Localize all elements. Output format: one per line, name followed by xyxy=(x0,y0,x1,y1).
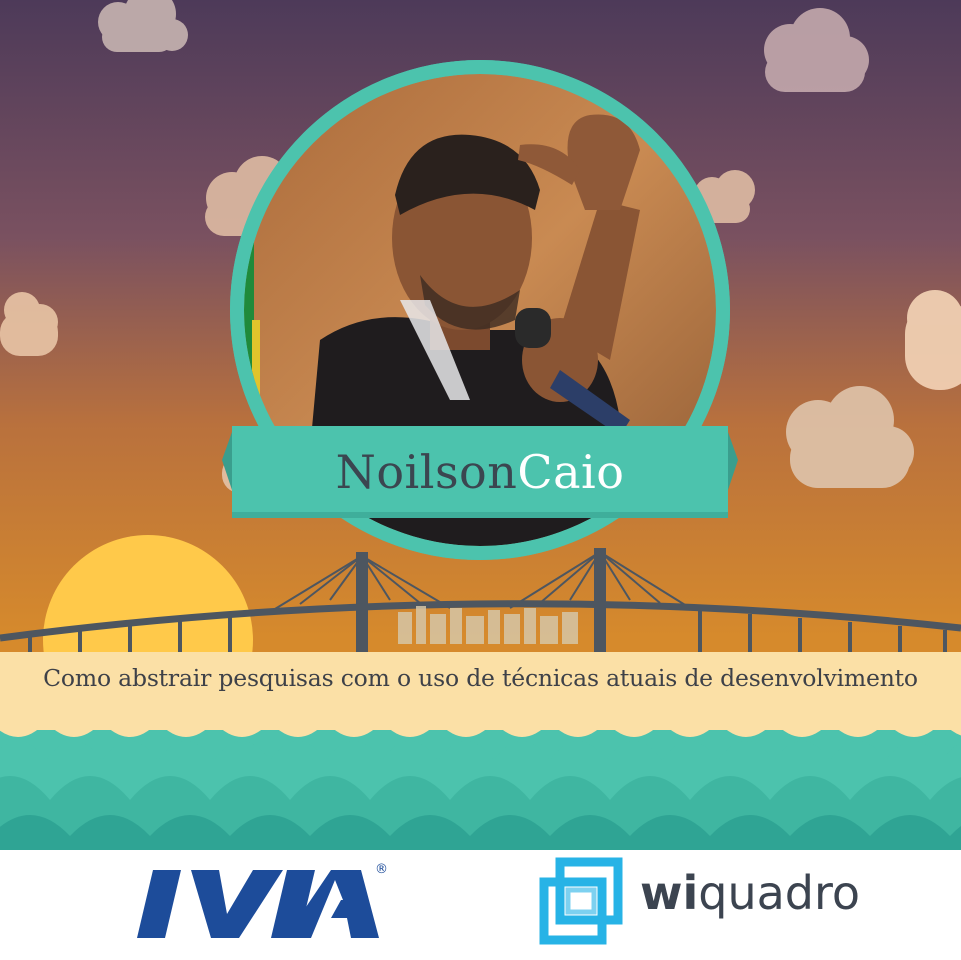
cloud-icon xyxy=(98,0,188,52)
speaker-name xyxy=(232,427,728,517)
speaker-first-name: Noilson xyxy=(335,445,518,499)
wiquadro-icon xyxy=(538,856,626,946)
wiquadro-wordmark xyxy=(640,866,860,920)
speaker-last-name: Caio xyxy=(517,445,625,499)
cloud-icon xyxy=(905,290,961,390)
waves xyxy=(0,710,961,850)
ivia-logo xyxy=(135,866,395,942)
registered-mark: ® xyxy=(375,862,388,877)
talk-title: Como abstrair pesquisas com o uso de técnicas atuais de desenvolvimento xyxy=(43,664,918,692)
ivia-wordmark: IVIA xyxy=(135,866,138,867)
wiquadro-wordmark-bold: wi xyxy=(640,866,699,920)
wiquadro-wordmark-rest: quadro xyxy=(698,866,861,920)
